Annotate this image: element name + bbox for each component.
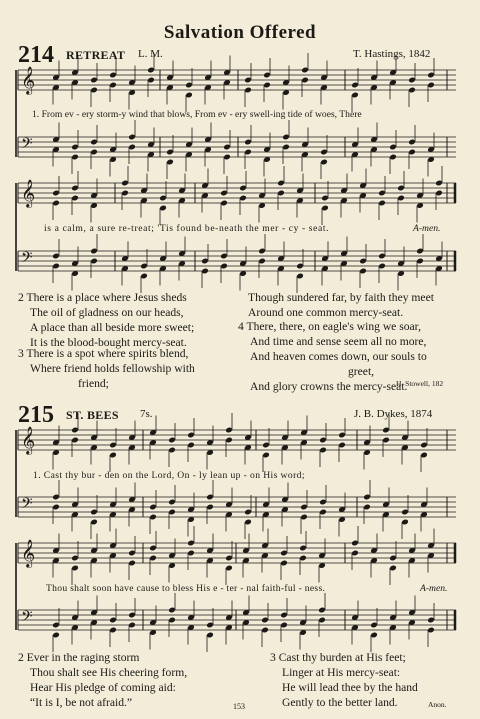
- stanza-2: [18, 290, 194, 350]
- stanza-line: Though sundered far, by faith they meet: [248, 291, 434, 304]
- lyrics-line: 1. Cast thy bur - den on the Lord, On - ly lean up - on His word;: [33, 470, 305, 481]
- stanza-line: Thou shalt see His cheering form,: [30, 666, 188, 679]
- author-credit: Anon.: [428, 700, 447, 709]
- stanza-line: Gently to the better land.: [282, 696, 398, 709]
- tune-name: RETREAT: [66, 48, 126, 62]
- stanza-line: He will lead thee by the hand: [282, 681, 418, 694]
- stanza-line: And heaven comes down, our souls to: [250, 350, 427, 363]
- stanza-line: 3 Cast thy burden at His feet;: [270, 651, 406, 664]
- stanza-line: Hear His pledge of coming aid:: [30, 681, 176, 694]
- composer: T. Hastings, 1842: [353, 48, 431, 60]
- stanza-line: It is the blood-bought mercy-seat.: [30, 336, 187, 349]
- stanza-line: 2 There is a place where Jesus sheds: [18, 291, 187, 304]
- author-credit: H. Stowell, 182: [396, 379, 444, 388]
- page-number: 153: [233, 702, 245, 711]
- lyrics-line: is a calm, a sure re-treat; 'Tis found be-neath the mer - cy - seat.: [44, 223, 330, 234]
- stanza-line: A place than all beside more sweet;: [30, 321, 195, 334]
- stanza-2: [18, 650, 187, 710]
- stanza-line: Where friend holds fellowship with: [30, 362, 195, 375]
- page-title: Salvation Offered: [163, 22, 317, 43]
- stanza-line: 4 There, there, on eagle's wing we soar,: [238, 320, 421, 333]
- bass-clef: 𝄢: [21, 495, 33, 516]
- composer: J. B. Dykes, 1874: [354, 408, 433, 420]
- meter: L. M.: [138, 48, 163, 60]
- stanza-line: “It is I, be not afraid.”: [30, 696, 133, 709]
- stanza-line: 3 There is a spot where spirits blend,: [18, 347, 189, 360]
- stanza-line: 2 Ever in the raging storm: [18, 651, 140, 664]
- lyrics-line: Thou shalt soon have cause to bless His e - ter - nal faith-ful - ness.: [46, 583, 326, 594]
- stanza-3: [18, 346, 195, 391]
- stanza-line: The oil of gladness on our heads,: [30, 306, 184, 319]
- stanza-line: And glory crowns the mercy-seat.: [250, 380, 408, 393]
- stanza-3: [270, 650, 418, 710]
- stanza-line: And time and sense seem all no more,: [250, 335, 427, 348]
- bass-clef: 𝄢: [21, 249, 33, 270]
- tune-name: ST. BEES: [66, 408, 119, 422]
- hymn-number: 214: [18, 42, 54, 68]
- amen-label: A-men.: [413, 223, 441, 234]
- stanza-line: greet,: [348, 365, 375, 378]
- treble-clef: 𝄞: [21, 539, 36, 567]
- bass-clef: 𝄢: [21, 608, 33, 629]
- treble-clef: 𝄞: [21, 66, 36, 94]
- stanza-line: Around one common mercy-seat.: [248, 306, 404, 319]
- treble-clef: 𝄞: [21, 426, 36, 454]
- meter: 7s.: [140, 408, 153, 420]
- stanza-line: friend;: [78, 377, 109, 390]
- lyrics-line: 1. From ev - ery storm-y wind that blows, From ev - ery swell-ing tide of woes, There: [32, 109, 362, 120]
- stanza-3-continued: [248, 290, 434, 320]
- stanza-line: Linger at His mercy-seat:: [282, 666, 401, 679]
- treble-clef: 𝄞: [21, 179, 36, 207]
- amen-label: A-men.: [420, 583, 448, 594]
- bass-clef: 𝄢: [21, 135, 33, 156]
- hymn-number: 215: [18, 402, 54, 428]
